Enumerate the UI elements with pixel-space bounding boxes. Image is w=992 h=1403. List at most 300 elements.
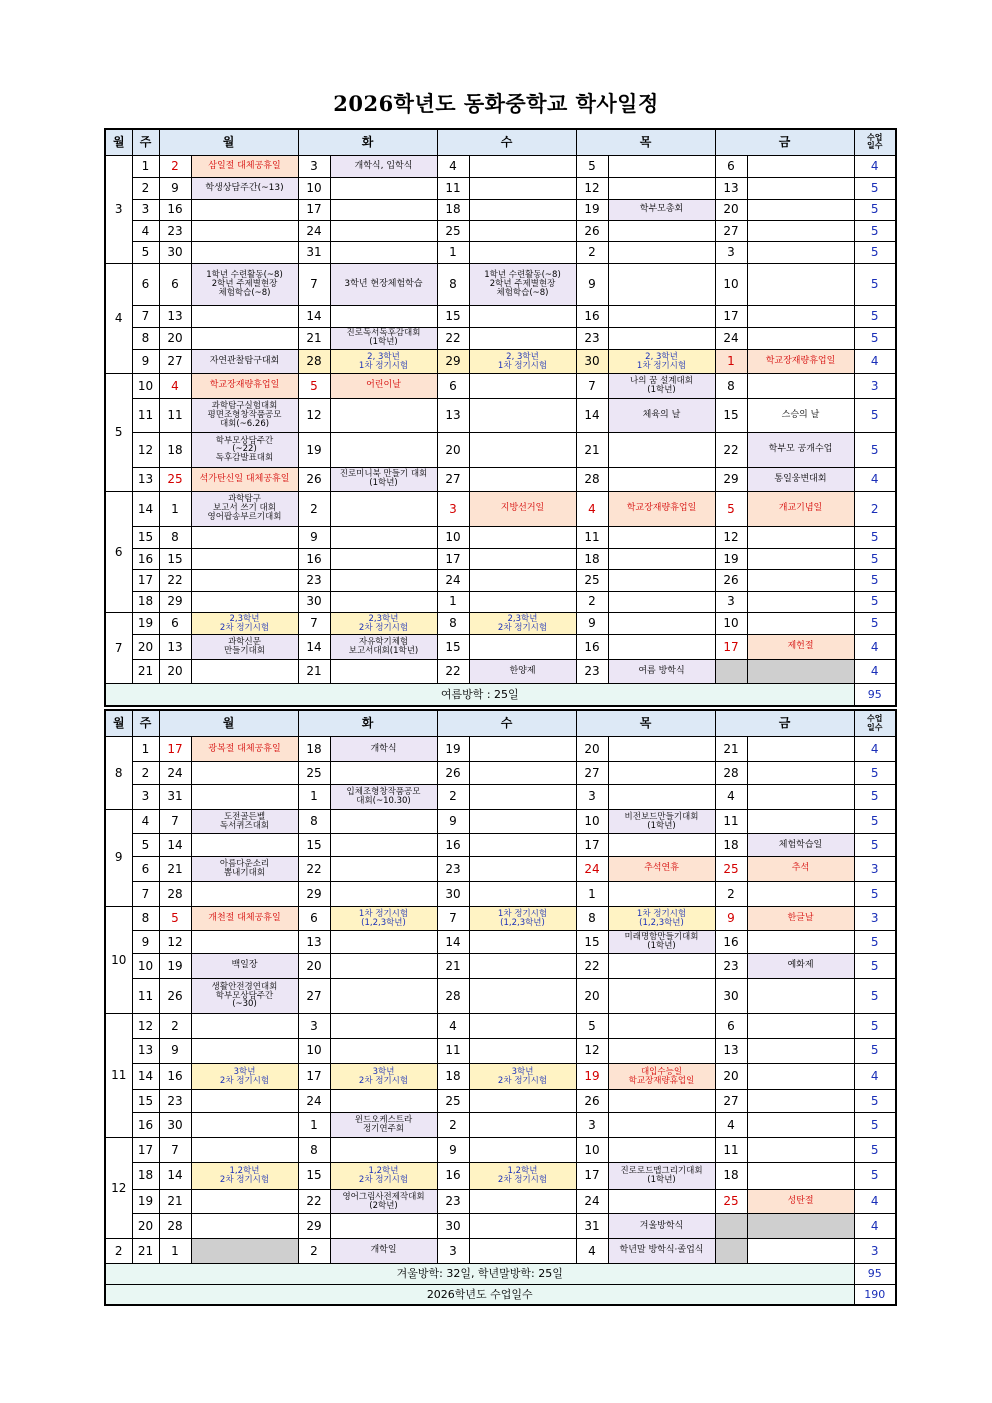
event-cell [330,978,437,1013]
event-cell [330,526,437,548]
header-wed: 수 [437,710,576,737]
class-days-count: 5 [854,306,896,327]
day-number: 17 [715,306,747,327]
event-cell [191,659,298,683]
week-number: 6 [132,263,159,306]
week-row [105,398,896,433]
day-number: 6 [715,155,747,177]
day-number: 20 [715,1063,747,1090]
day-number: 6 [715,1014,747,1039]
event-cell [747,1214,854,1239]
class-days-count: 5 [854,242,896,263]
week-number: 20 [132,635,159,659]
event-cell [608,881,715,906]
day-number: 9 [437,809,469,834]
day-number: 3 [298,155,330,177]
winter-summary-label: 겨울방학: 32일, 학년말방학: 25일 [105,1263,854,1284]
event-cell [747,155,854,177]
event-cell [330,220,437,241]
event-cell: 과학신문 만들기대회 [191,635,298,659]
event-cell: 1학년 수련활동(~8) 2학년 주제별현장 체험학습(~8) [191,263,298,306]
event-cell: 추석연휴 [608,857,715,882]
header-thu: 목 [576,129,715,155]
day-number: 7 [298,263,330,306]
day-number: 26 [715,570,747,591]
month-cell: 9 [105,809,132,906]
event-cell [191,1090,298,1113]
week-number: 17 [132,570,159,591]
day-number: 18 [298,737,330,762]
event-cell [469,374,576,398]
day-number: 12 [298,398,330,433]
day-number: 18 [159,433,191,468]
day-number: 25 [437,220,469,241]
event-cell [747,881,854,906]
event-cell: 1학년 수련활동(~8) 2학년 주제별현장 체험학습(~8) [469,263,576,306]
day-number: 21 [715,737,747,762]
day-number: 17 [437,548,469,569]
month-cell: 8 [105,737,132,809]
event-cell: 겨울방학식 [608,1214,715,1239]
day-number: 2 [576,591,608,612]
week-number: 12 [132,433,159,468]
day-number: 16 [159,1063,191,1090]
event-cell [191,1239,298,1264]
event-cell: 1,2학년 2차 정기시험 [330,1162,437,1189]
event-cell [191,1014,298,1039]
winter-summary [105,1263,896,1284]
event-cell [191,242,298,263]
day-number: 13 [437,398,469,433]
day-number: 3 [576,784,608,809]
summer-summary [105,684,896,706]
week-number: 3 [132,199,159,220]
event-cell [469,1038,576,1063]
event-cell [747,1113,854,1138]
week-row [105,467,896,491]
event-cell [608,263,715,306]
day-number: 11 [159,398,191,433]
day-number: 15 [159,548,191,569]
day-number: 11 [715,1137,747,1162]
event-cell [608,737,715,762]
week-row [105,906,896,931]
event-cell [469,635,576,659]
day-number: 29 [298,1214,330,1239]
event-cell [608,1137,715,1162]
event-cell: 자유학기체험 보고서대회(1학년) [330,635,437,659]
week-number: 7 [132,881,159,906]
week-row [105,242,896,263]
week-number: 9 [132,349,159,373]
day-number: 5 [715,492,747,527]
week-row [105,591,896,612]
class-days-count: 4 [854,737,896,762]
day-number: 16 [159,199,191,220]
event-cell: 개학식 [330,737,437,762]
day-number: 9 [159,178,191,199]
week-number: 17 [132,1137,159,1162]
class-days-count: 5 [854,591,896,612]
day-number: 24 [576,857,608,882]
day-number: 21 [298,659,330,683]
day-number: 14 [159,1162,191,1189]
event-cell: 1,2학년 2차 정기시험 [469,1162,576,1189]
day-number: 15 [576,931,608,954]
header-days: 수업 일수 [854,710,896,737]
week-number: 19 [132,612,159,634]
event-cell [608,612,715,634]
event-cell [747,762,854,785]
day-number: 8 [715,374,747,398]
day-number: 24 [298,220,330,241]
week-number: 16 [132,1113,159,1138]
day-number: 21 [159,857,191,882]
week-row [105,263,896,306]
day-number: 18 [437,199,469,220]
day-number: 14 [298,306,330,327]
day-number: 4 [437,155,469,177]
event-cell: 개학일 [330,1239,437,1264]
day-number: 1 [437,242,469,263]
day-number: 25 [715,857,747,882]
event-cell [469,1090,576,1113]
class-days-count: 3 [854,374,896,398]
day-number: 16 [576,306,608,327]
month-cell: 3 [105,155,132,263]
event-cell: 체육의 날 [608,398,715,433]
day-number: 16 [715,931,747,954]
event-cell [330,954,437,979]
event-cell [469,857,576,882]
week-row [105,931,896,954]
day-number [715,659,747,683]
day-number: 24 [437,570,469,591]
day-number: 26 [576,220,608,241]
month-cell: 5 [105,374,132,492]
day-number: 2 [437,784,469,809]
event-cell [330,809,437,834]
event-cell: 삼일절 대체공휴일 [191,155,298,177]
day-number: 17 [576,1162,608,1189]
event-cell [469,178,576,199]
day-number: 20 [159,659,191,683]
week-row [105,1038,896,1063]
day-number: 2 [159,1014,191,1039]
class-days-count: 5 [854,954,896,979]
week-row [105,178,896,199]
day-number: 4 [576,492,608,527]
event-cell [469,398,576,433]
week-number: 1 [132,737,159,762]
class-days-count: 5 [854,398,896,433]
event-cell [191,1113,298,1138]
day-number: 29 [437,349,469,373]
day-number: 29 [715,467,747,491]
day-number: 23 [437,1189,469,1214]
month-cell: 2 [105,1239,132,1264]
event-cell [330,306,437,327]
event-cell [747,931,854,954]
week-row [105,762,896,785]
event-cell: 2,3학년 2차 정기시험 [469,612,576,634]
class-days-count: 4 [854,635,896,659]
day-number: 25 [298,762,330,785]
day-number: 22 [159,570,191,591]
day-number: 31 [159,784,191,809]
day-number: 8 [576,906,608,931]
event-cell: 2, 3학년 1차 정기시험 [469,349,576,373]
event-cell [747,374,854,398]
event-cell [330,659,437,683]
class-days-count: 5 [854,809,896,834]
week-row [105,978,896,1013]
day-number: 21 [576,433,608,468]
event-cell [330,433,437,468]
event-cell: 도전골든벨 독서퀴즈대회 [191,809,298,834]
day-number: 7 [576,374,608,398]
day-number: 1 [298,1113,330,1138]
event-cell: 학교장재량휴업일 [191,374,298,398]
day-number: 30 [298,591,330,612]
event-cell [469,526,576,548]
day-number: 2 [298,1239,330,1264]
week-number: 16 [132,548,159,569]
header-fri: 금 [715,129,854,155]
day-number: 26 [159,978,191,1013]
event-cell [747,242,854,263]
month-cell: 4 [105,263,132,374]
day-number: 15 [298,1162,330,1189]
day-number: 7 [298,612,330,634]
event-cell [469,306,576,327]
week-number: 14 [132,1063,159,1090]
day-number: 22 [715,433,747,468]
day-number: 5 [159,906,191,931]
week-row [105,570,896,591]
day-number: 28 [159,881,191,906]
day-number: 19 [437,737,469,762]
week-row [105,327,896,349]
day-number: 1 [715,349,747,373]
day-number: 20 [576,737,608,762]
week-number: 13 [132,467,159,491]
event-cell [747,1038,854,1063]
day-number: 17 [298,199,330,220]
day-number: 10 [715,612,747,634]
day-number: 7 [159,809,191,834]
event-cell [747,263,854,306]
day-number: 3 [437,1239,469,1264]
event-cell [608,1014,715,1039]
week-row [105,881,896,906]
day-number: 26 [298,467,330,491]
event-cell [469,809,576,834]
day-number: 20 [298,954,330,979]
event-cell: 진로로드맵그리기대회 (1학년) [608,1162,715,1189]
day-number: 16 [576,635,608,659]
day-number: 14 [576,398,608,433]
class-days-count: 5 [854,931,896,954]
week-number: 7 [132,306,159,327]
event-cell [191,570,298,591]
header-row [105,129,896,155]
week-row [105,635,896,659]
event-cell: 개교기념일 [747,492,854,527]
header-week: 주 [132,710,159,737]
day-number: 15 [437,306,469,327]
event-cell [191,548,298,569]
day-number: 11 [715,809,747,834]
day-number: 28 [298,349,330,373]
day-number [715,1214,747,1239]
class-days-count: 5 [854,1113,896,1138]
event-cell: 백일장 [191,954,298,979]
event-cell [191,784,298,809]
event-cell [608,954,715,979]
week-row [105,526,896,548]
day-number: 10 [437,526,469,548]
week-number: 21 [132,659,159,683]
day-number: 6 [159,612,191,634]
day-number: 21 [159,1189,191,1214]
week-number: 5 [132,242,159,263]
week-number: 11 [132,398,159,433]
event-cell [608,178,715,199]
event-cell [747,1137,854,1162]
day-number: 28 [576,467,608,491]
day-number: 14 [298,635,330,659]
day-number: 4 [715,1113,747,1138]
event-cell [608,635,715,659]
week-row [105,1063,896,1090]
event-cell [747,809,854,834]
day-number: 15 [437,635,469,659]
week-row [105,1014,896,1039]
event-cell: 성탄절 [747,1189,854,1214]
class-days-count: 5 [854,1014,896,1039]
class-days-count: 5 [854,762,896,785]
day-number: 18 [715,1162,747,1189]
header-month: 월 [105,710,132,737]
day-number: 16 [437,834,469,857]
event-cell [608,762,715,785]
class-days-count: 4 [854,1189,896,1214]
event-cell: 학교장재량휴업일 [747,349,854,373]
event-cell [191,526,298,548]
day-number: 30 [715,978,747,1013]
event-cell [747,1090,854,1113]
event-cell [608,327,715,349]
class-days-count: 3 [854,1239,896,1264]
day-number: 30 [437,881,469,906]
week-row [105,349,896,373]
event-cell [469,220,576,241]
day-number: 22 [576,954,608,979]
header-mon: 월 [159,710,298,737]
event-cell [330,931,437,954]
event-cell [191,762,298,785]
class-days-count: 5 [854,526,896,548]
day-number: 26 [576,1090,608,1113]
event-cell [469,834,576,857]
event-cell: 지방선거일 [469,492,576,527]
header-days: 수업 일수 [854,129,896,155]
day-number: 15 [298,834,330,857]
day-number: 27 [437,467,469,491]
header-fri: 금 [715,710,854,737]
day-number: 24 [715,327,747,349]
class-days-count: 5 [854,1137,896,1162]
event-cell [469,155,576,177]
event-cell: 1,2학년 2차 정기시험 [191,1162,298,1189]
week-row [105,199,896,220]
event-cell [747,612,854,634]
class-days-count: 4 [854,349,896,373]
day-number: 31 [298,242,330,263]
class-days-count: 5 [854,978,896,1013]
event-cell: 1차 정기시험 (1,2,3학년) [330,906,437,931]
class-days-count: 5 [854,784,896,809]
class-days-count: 3 [854,906,896,931]
winter-summary-total: 95 [854,1263,896,1284]
class-days-count: 5 [854,327,896,349]
day-number: 23 [159,220,191,241]
class-days-count: 5 [854,1038,896,1063]
day-number: 27 [715,220,747,241]
event-cell [608,978,715,1013]
day-number: 20 [437,433,469,468]
day-number: 9 [437,1137,469,1162]
day-number: 29 [298,881,330,906]
event-cell: 제헌절 [747,635,854,659]
day-number: 18 [715,834,747,857]
event-cell [469,1113,576,1138]
event-cell [747,327,854,349]
day-number: 26 [437,762,469,785]
event-cell: 한양제 [469,659,576,683]
header-tue: 화 [298,129,437,155]
day-number: 30 [159,1113,191,1138]
week-row [105,659,896,683]
day-number: 27 [576,762,608,785]
week-number: 19 [132,1189,159,1214]
day-number: 13 [298,931,330,954]
event-cell: 2,3학년 2차 정기시험 [330,612,437,634]
day-number: 17 [298,1063,330,1090]
event-cell [608,220,715,241]
day-number: 11 [576,526,608,548]
event-cell [608,1038,715,1063]
class-days-count: 5 [854,881,896,906]
event-cell [330,199,437,220]
week-row [105,857,896,882]
day-number: 24 [159,762,191,785]
day-number: 6 [298,906,330,931]
class-days-count: 5 [854,1162,896,1189]
day-number: 10 [298,178,330,199]
event-cell [330,1014,437,1039]
day-number: 30 [159,242,191,263]
month-cell: 6 [105,492,132,613]
year-summary-total: 190 [854,1284,896,1305]
event-cell [330,178,437,199]
class-days-count: 2 [854,492,896,527]
day-number: 2 [298,492,330,527]
event-cell: 학년말 방학식·졸업식 [608,1239,715,1264]
event-cell [330,762,437,785]
day-number: 10 [576,809,608,834]
